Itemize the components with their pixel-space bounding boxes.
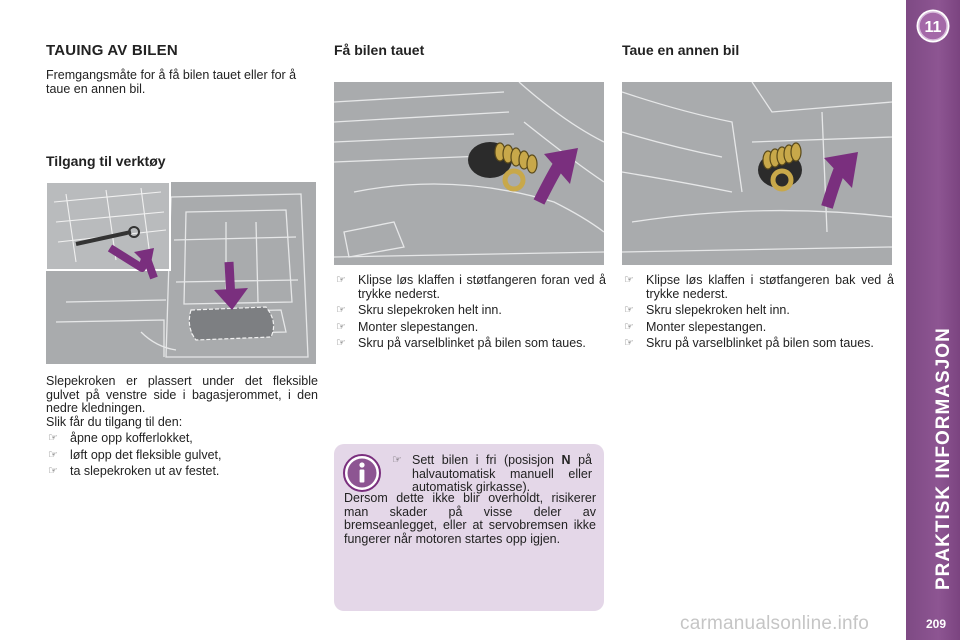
pointer-icon: ☞	[336, 337, 346, 349]
front-bumper-illustration	[334, 82, 604, 265]
location-description: Slepekroken er plassert under det fleksible gulvet på venstre side i bagasjerommet, i den nedre kledningen.	[46, 374, 318, 415]
info-box	[334, 444, 604, 611]
chapter-title: PRAKTISK INFORMASJON	[933, 327, 954, 590]
info-icon	[342, 453, 382, 493]
list-item: ☞ Monter slepestangen.	[624, 319, 767, 334]
list-item: ☞ Skru slepekroken helt inn.	[336, 303, 502, 317]
rear-tow-heading: Taue en annen bil	[622, 42, 740, 58]
info-warning-text: Dersom dette ikke blir overholdt, risikerer man skader på visse deler av bremseanlegget, eller at servobremsen ikke fungerer når motoren startes opp igjen.	[344, 491, 596, 546]
front-tow-heading: Få bilen tauet	[334, 42, 425, 58]
pointer-icon: ☞	[336, 320, 346, 333]
gear-position-key: N	[561, 453, 571, 467]
list-item: ☞ Skru på varselblinket på bilen som taues.	[336, 336, 586, 350]
pointer-icon: ☞	[336, 274, 346, 286]
intro-text: Fremgangsmåte for å få bilen tauet eller for å taue en annen bil.	[46, 68, 297, 96]
pointer-icon: ☞	[48, 448, 58, 461]
access-heading: Tilgang til verktøy	[46, 153, 166, 169]
pointer-icon: ☞	[48, 465, 58, 477]
list-item: ☞ løft opp det fleksible gulvet,	[48, 447, 222, 462]
list-item: ☞ Klipse løs klaffen i støtfangeren bak ved å trykke nederst.	[624, 273, 894, 301]
page-title: TAUING AV BILEN	[46, 42, 178, 59]
rear-bumper-illustration	[622, 82, 892, 265]
info-bullet-text-end: på halvautomatisk manuell eller automatisk girkasse).	[412, 453, 592, 494]
info-bullet	[392, 454, 592, 495]
list-item: ☞ Klipse løs klaffen i støtfangeren foran ved å trykke nederst.	[336, 273, 606, 301]
pointer-icon: ☞	[624, 337, 634, 349]
pointer-icon: ☞	[336, 304, 346, 316]
access-lead: Slik får du tilgang til den:	[46, 415, 183, 429]
access-steps	[46, 432, 318, 479]
list-item: ☞ Monter slepestangen.	[336, 319, 479, 334]
pointer-icon: ☞	[624, 304, 634, 316]
chapter-badge	[915, 8, 951, 44]
list-item: ☞ ta slepekroken ut av festet.	[48, 464, 220, 478]
pointer-icon: ☞	[624, 274, 634, 286]
trunk-illustration	[46, 182, 316, 364]
list-item: ☞ Skru slepekroken helt inn.	[624, 303, 790, 317]
page-number: 209	[925, 617, 947, 631]
chapter-number: 11	[924, 19, 942, 36]
list-item: ☞ åpne opp kofferlokket,	[48, 431, 193, 445]
pointer-icon: ☞	[392, 454, 402, 466]
pointer-icon: ☞	[48, 432, 58, 444]
info-bullet-text: Sett bilen i fri (posisjon	[412, 453, 562, 467]
pointer-icon: ☞	[624, 320, 634, 333]
watermark: carmanualsonline.info	[680, 613, 870, 634]
rear-tow-steps	[622, 274, 894, 351]
list-item: ☞ Skru på varselblinket på bilen som taues.	[624, 336, 874, 350]
front-tow-steps	[334, 274, 606, 351]
